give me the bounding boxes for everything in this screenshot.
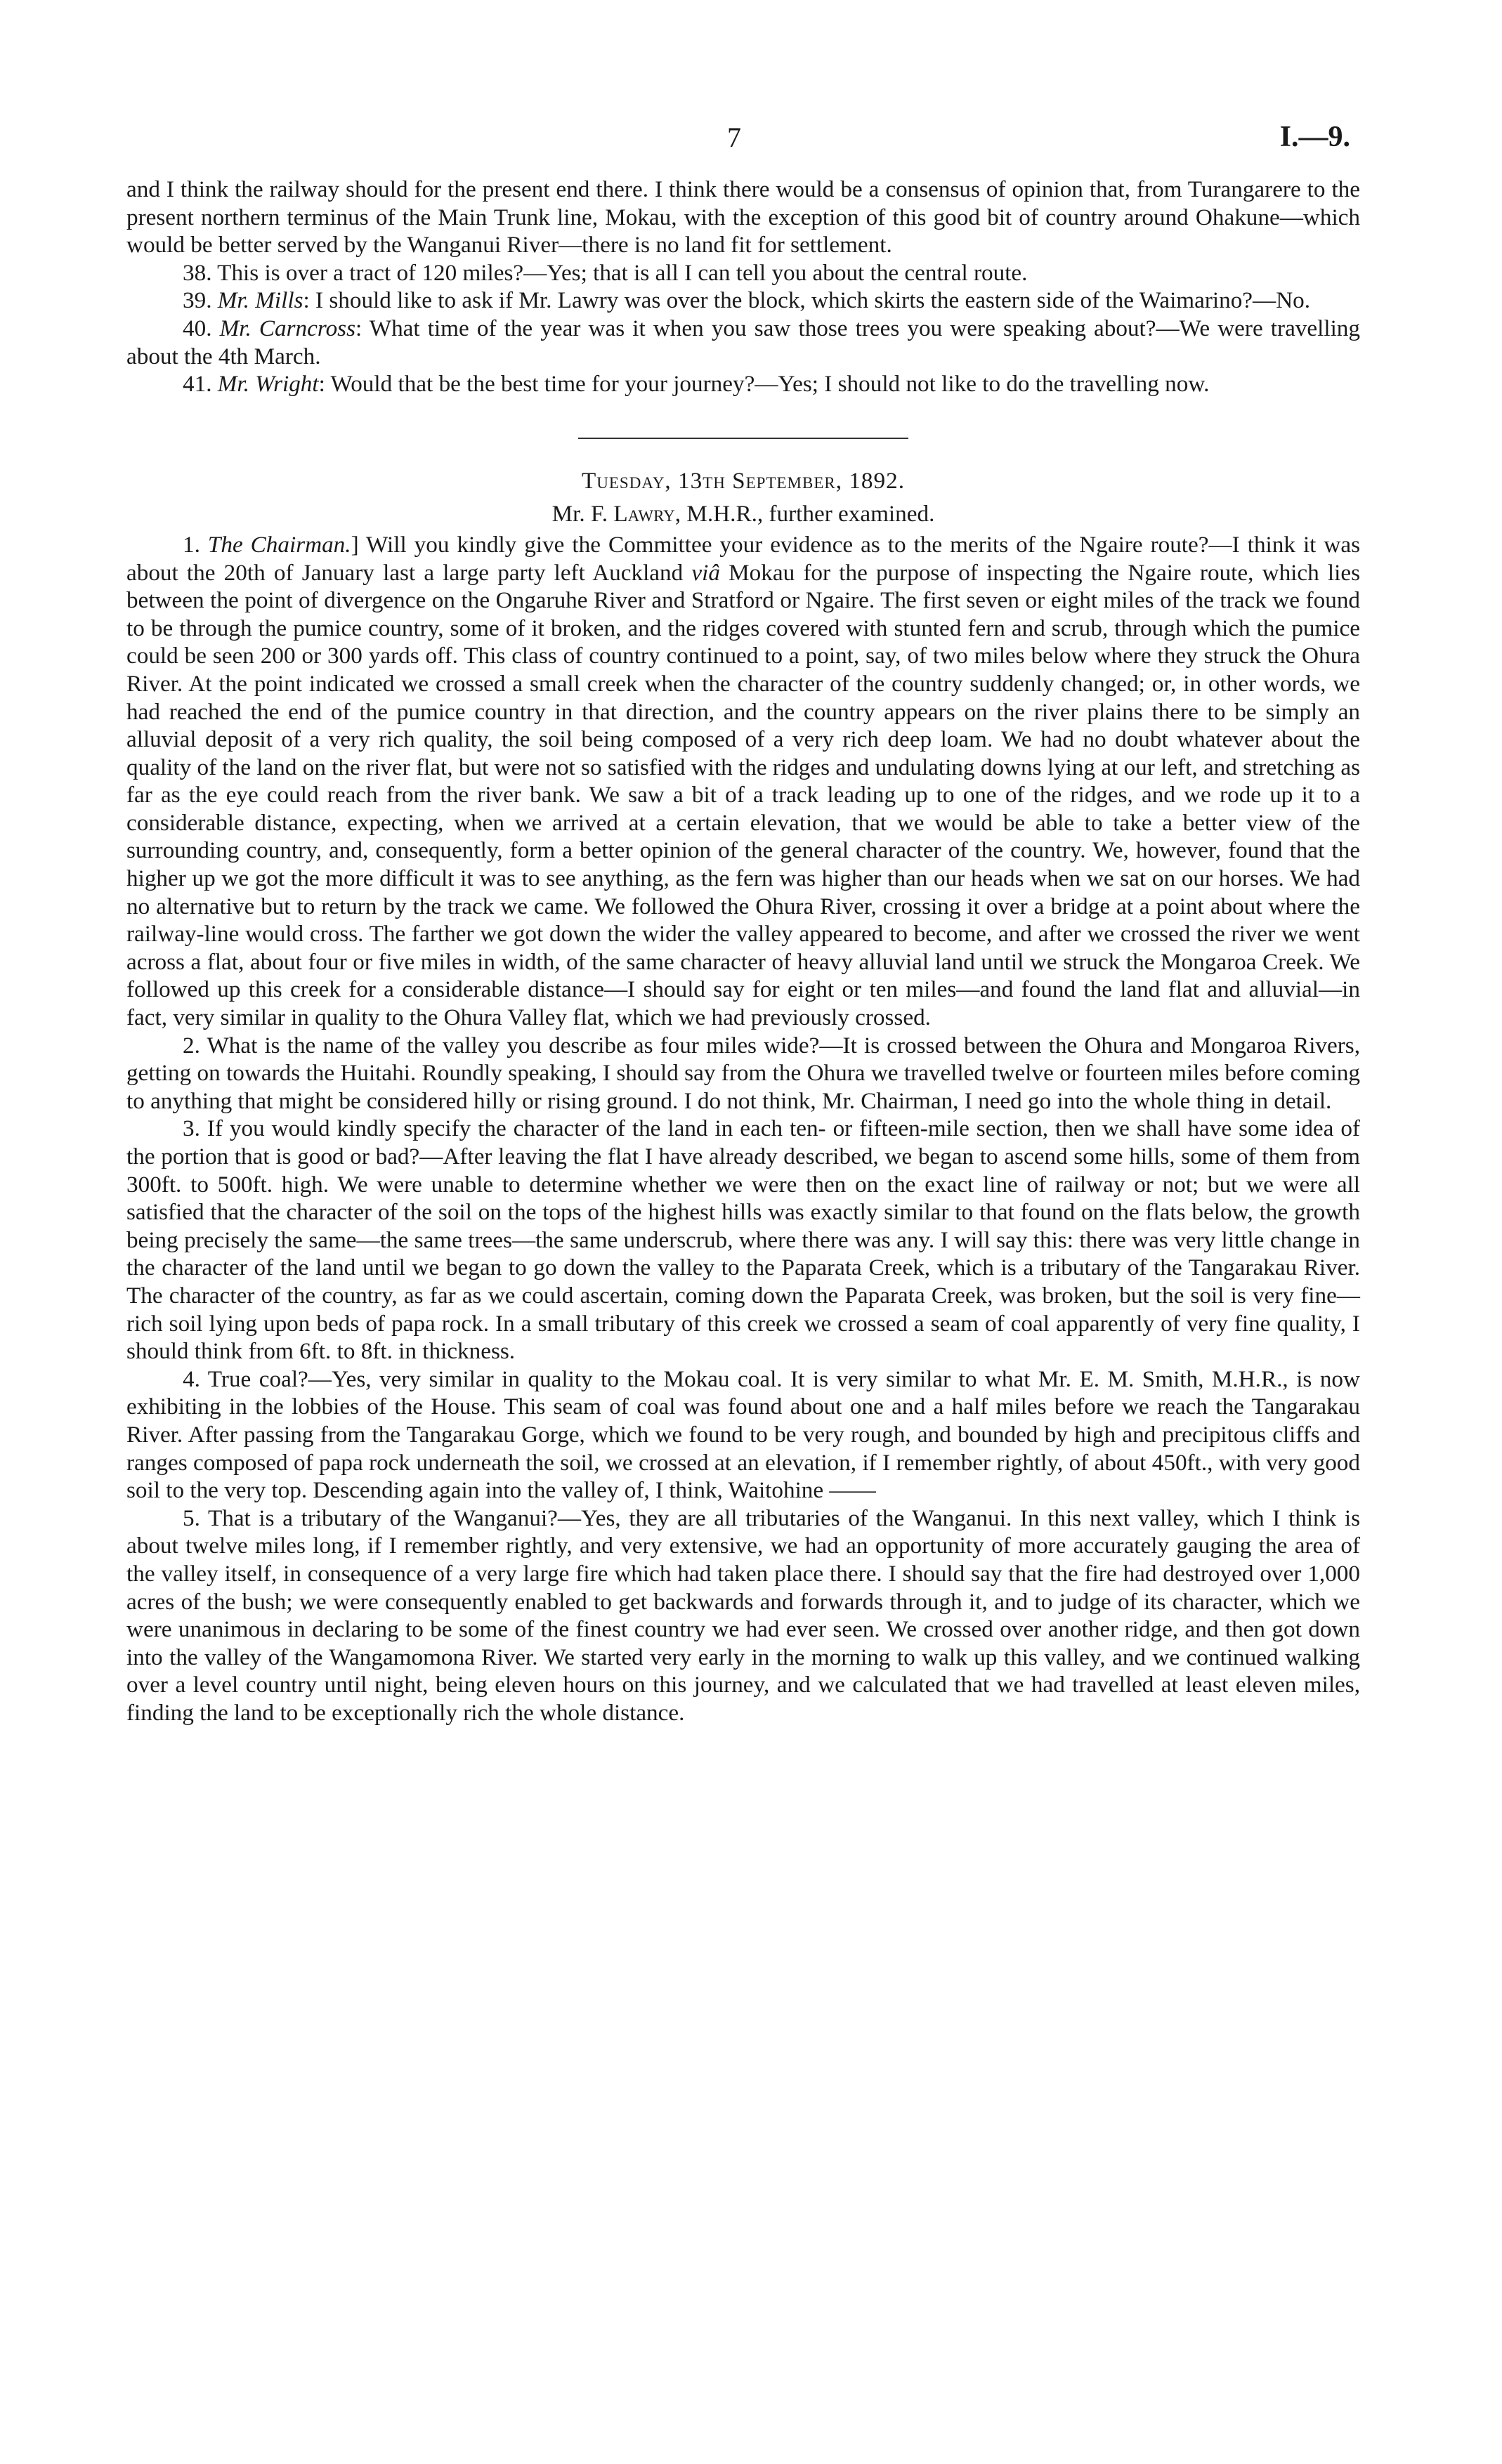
speaker-name: The Chairman. xyxy=(207,531,351,558)
speaker-name: Mr. Carncross xyxy=(219,315,355,341)
witness-prefix: Mr. xyxy=(551,501,591,527)
witness-name: F. Lawry xyxy=(590,501,675,527)
question-text: : What time of the year was it when you saw those trees you were speaking about?—We were travelling about the 4th March. xyxy=(126,315,1360,369)
question-number: 40. xyxy=(183,315,212,341)
section-divider xyxy=(578,438,908,439)
page-number: 7 xyxy=(727,122,741,153)
question-text: : Would that be the best time for your journey?—Yes; I should not like to do the travelling now. xyxy=(318,371,1210,398)
session-date-heading: Tuesday, 13th September, 1892. xyxy=(581,467,906,494)
question-number: 41. xyxy=(183,371,212,398)
continuation-paragraph: and I think the railway should for the present end there. I think there would be a consensus of opinion that, from Turangarere to the present northern terminus of the Main Trunk line, Mokau, with the exception of this good bit of country around Ohakune—which would be better served by the Wanganui River—there is no land fit for settlement. xyxy=(126,176,1360,258)
question-5: 5. That is a tributary of the Wanganui?—Yes, they are all tributaries of the Wanganui. In this next valley, which I think is about twelve miles long, if I remember rightly, and very extensive, we had an opportunity of more accurately gauging the area of the valley itself, in consequence of a very large fire which had taken place there. I should say that the fire had destroyed over 1,000 acres of the bush; we were consequently enabled to get backwards and forwards through it, and to judge of its character, which we were unanimous in declaring to be some of the finest country we had ever seen. We crossed over another ridge, and then got down into the valley of the Wangamomona River. We started very early in the morning to walk up this valley, and we continued walking over a level country until night, being eleven hours on this journey, and we calculated that we had travelled at least eleven miles, finding the land to be exceptionally rich the whole distance. xyxy=(126,1505,1360,1726)
witness-suffix: , M.H.R., further examined. xyxy=(674,501,935,527)
document-reference: I.—9. xyxy=(1279,121,1350,153)
speaker-name: Mr. Mills xyxy=(217,287,303,314)
question-40 xyxy=(126,315,1360,370)
question-3: 3. If you would kindly specify the character of the land in each ten- or fifteen-mile section, then we shall have some idea of the portion that is good or bad?—After leaving the flat I have already described, we began to ascend some hills, some of them from 300ft. to 500ft. high. We were unable to determine whether we were then on the exact line of railway or not; but we were all satisfied that the character of the soil on the tops of the highest hills was exactly similar to that found on the flats below, the growth being precisely the same—the same trees—the same underscrub, where there was any. I will say this: there was very little change in the character of the land until we began to go down the valley to the Paparata Creek, which is a tributary of the Tangarakau River. The character of the country, as far as we could ascertain, coming down the Paparata Creek, was broken, but the soil is very fine—rich soil lying upon beds of papa rock. In a small tributary of this creek we crossed a seam of coal apparently of very fine quality, I should think from 6ft. to 8ft. in thickness. xyxy=(126,1115,1360,1365)
question-1 xyxy=(126,531,1360,1032)
question-2: 2. What is the name of the valley you describe as four miles wide?—It is crossed between the Ohura and Mongaroa Rivers, getting on towards the Huitahi. Roundly speaking, I should say from the Ohura we travelled twelve or fourteen miles before coming to anything that might be considered hilly or rising ground. I do not think, Mr. Chairman, I need go into the whole thing in detail. xyxy=(126,1032,1360,1114)
question-number: 1. xyxy=(183,531,200,558)
answer-text-part-a: ] Will you kindly give the Committee your evidence as to the merits of the Ngaire route?—I think it was about the 20th of January last a large party left Auckland xyxy=(126,531,1360,586)
question-39 xyxy=(126,287,1360,315)
page-header xyxy=(126,119,1360,176)
answer-text-part-b: Mokau for the purpose of inspecting the Ngaire route, which lies between the point of divergence on the Ongaruhe River and Stratford or Ngaire. The first seven or eight miles of the track we found to be through the pumice country, some of it broken, and the ridges covered with stunted fern and scrub, through which the pumice could be seen 200 or 300 yards off. This class of country continued to a point, say, of two miles below where they struck the Ohura River. At the point indicated we crossed a small creek when the character of the country suddenly changed; or, in other words, we had reached the end of the pumice country in that direction, and the country appears on the river plains there to be simply an alluvial deposit of a very rich quality, the soil being composed of a very rich deep loam. We had no doubt whatever about the quality of the land on the river flat, but were not so satisfied with the ridges and undulating downs lying at our left, and stretching as far as the eye could reach from the river bank. We saw a bit of a track leading up to one of the ridges, and we rode up it to a considerable distance, expecting, when we arrived at a certain elevation, that we would be able to take a better view of the surrounding country, and, consequently, form a better opinion of the general character of the country. We, however, found that the higher up we got the more difficult it was to see anything, as the fern was higher than our heads when we sat on our horses. We had no alternative but to return by the track we came. We followed the Ohura River, crossing it over a bridge at a point about where the railway-line would cross. The farther we got down the wider the valley appeared to become, and after we crossed the river we went across a flat, about four or five miles in width, of the same character of heavy alluvial land until we struck the Mongaroa Creek. We followed up this creek for a considerable distance—I should say for eight or ten miles—and found the land flat and alluvial—in fact, very similar in quality to the Ohura Valley flat, which we had previously crossed. xyxy=(126,559,1360,1031)
question-4: 4. True coal?—Yes, very similar in quality to the Mokau coal. It is very similar to what Mr. E. M. Smith, M.H.R., is now exhibiting in the lobbies of the House. This seam of coal was found about one and a half miles before we reach the Tangarakau River. After passing from the Tangarakau Gorge, which we found to be very rough, and bounded by high and precipitous cliffs and ranges composed of papa rock underneath the soil, we crossed at an elevation, if I remember rightly, of about 450ft., with very good soil to the very top. Descending again into the valley of, I think, Waitohine —— xyxy=(126,1365,1360,1504)
via-italic: viâ xyxy=(691,559,720,586)
question-text: : I should like to ask if Mr. Lawry was over the block, which skirts the eastern side of the Waimarino?—No. xyxy=(303,287,1311,314)
question-number: 39. xyxy=(183,287,212,314)
document-page xyxy=(126,119,1360,1726)
speaker-name: Mr. Wright xyxy=(217,371,319,398)
question-41 xyxy=(126,370,1360,398)
witness-heading xyxy=(126,500,1360,528)
question-38: 38. This is over a tract of 120 miles?—Yes; that is all I can tell you about the central route. xyxy=(183,259,1028,286)
